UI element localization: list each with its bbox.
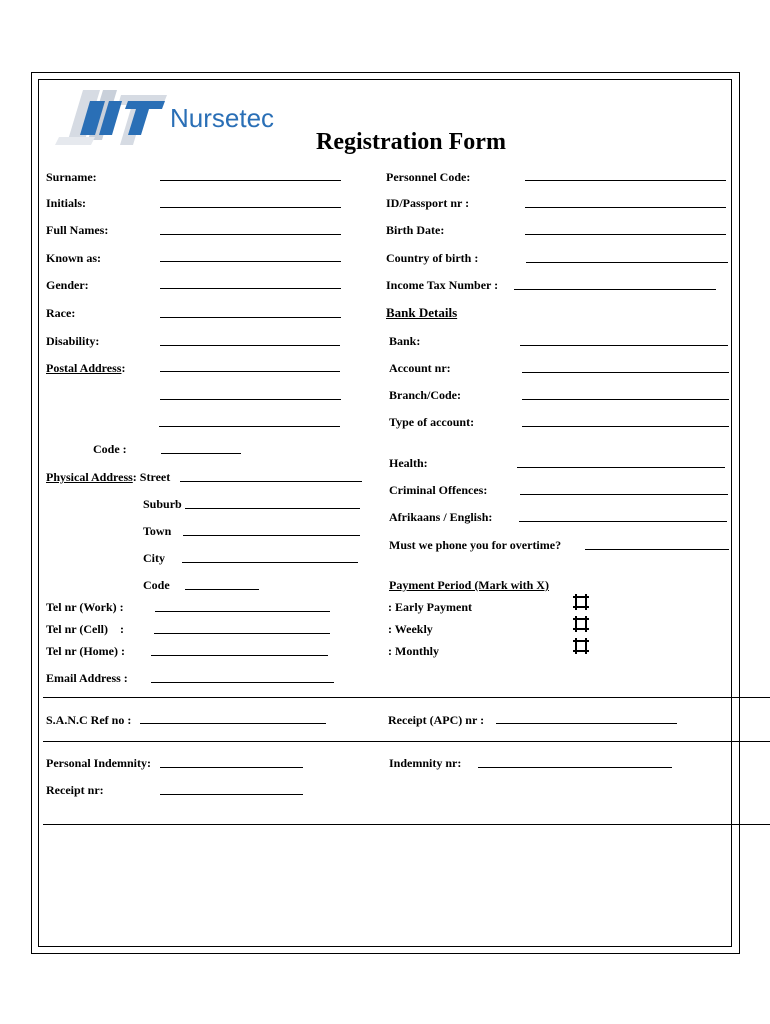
receipt-apc-label: Receipt (APC) nr : [388, 713, 485, 727]
weekly-label: : Weekly [388, 622, 433, 636]
income-tax-field[interactable] [514, 289, 716, 290]
postal-address-text: Postal Address [46, 361, 122, 375]
initials-label: Initials: [46, 196, 87, 210]
overtime-label: Must we phone you for overtime? [389, 538, 562, 552]
disability-field[interactable] [160, 345, 340, 346]
surname-label: Surname: [46, 170, 97, 184]
postal-code-label: Code : [93, 442, 127, 456]
brand-name: Nursetec [170, 103, 275, 133]
postal-address-colon: : [121, 361, 126, 375]
city-label: City [143, 551, 165, 565]
race-label: Race: [46, 306, 76, 320]
postal-address-line-2[interactable] [160, 399, 341, 400]
sanc-ref-field[interactable] [140, 723, 326, 724]
tel-cell-label: Tel nr (Cell) : [46, 622, 124, 636]
weekly-checkbox[interactable] [572, 616, 590, 632]
initials-field[interactable] [160, 207, 341, 208]
full-names-field[interactable] [160, 234, 341, 235]
payment-period-heading: Payment Period (Mark with X) [389, 578, 549, 592]
account-nr-label: Account nr: [389, 361, 451, 375]
inner-border [38, 79, 732, 947]
code-field[interactable] [185, 589, 259, 590]
criminal-offences-field[interactable] [520, 494, 728, 495]
personal-indemnity-field[interactable] [160, 767, 303, 768]
code-label: Code [143, 578, 170, 592]
country-of-birth-label: Country of birth : [386, 251, 479, 265]
tel-cell-field[interactable] [154, 633, 330, 634]
bank-details-heading: Bank Details [386, 305, 458, 320]
tel-work-field[interactable] [155, 611, 330, 612]
tel-home-label: Tel nr (Home) : [46, 644, 125, 658]
city-field[interactable] [182, 562, 358, 563]
known-as-label: Known as: [46, 251, 102, 265]
town-label: Town [143, 524, 172, 538]
country-of-birth-field[interactable] [526, 262, 728, 263]
personnel-code-field[interactable] [525, 180, 726, 181]
birth-date-field[interactable] [525, 234, 726, 235]
page-title: Registration Form [316, 129, 506, 155]
street-field[interactable] [180, 481, 362, 482]
receipt-nr-label: Receipt nr: [46, 783, 104, 797]
personnel-code-label: Personnel Code: [386, 170, 471, 184]
type-of-account-field[interactable] [522, 426, 729, 427]
known-as-field[interactable] [160, 261, 341, 262]
criminal-offences-label: Criminal Offences: [389, 483, 488, 497]
gender-label: Gender: [46, 278, 89, 292]
birth-date-label: Birth Date: [386, 223, 445, 237]
health-field[interactable] [517, 467, 725, 468]
afrikaans-english-label: Afrikaans / English: [389, 510, 493, 524]
health-label: Health: [389, 456, 428, 470]
suburb-label: Suburb [143, 497, 182, 511]
disability-label: Disability: [46, 334, 100, 348]
sanc-ref-label: S.A.N.C Ref no : [46, 713, 132, 727]
afrikaans-english-field[interactable] [519, 521, 727, 522]
divider-2 [43, 741, 770, 742]
gender-field[interactable] [160, 288, 341, 289]
town-field[interactable] [183, 535, 360, 536]
physical-address-text: Physical Address [46, 470, 133, 484]
tel-home-field[interactable] [151, 655, 328, 656]
postal-address-line-1[interactable] [160, 371, 340, 372]
surname-field[interactable] [160, 180, 341, 181]
suburb-field[interactable] [185, 508, 360, 509]
type-of-account-label: Type of account: [389, 415, 475, 429]
bank-label: Bank: [389, 334, 421, 348]
street-label: : Street [132, 470, 171, 484]
tel-work-label: Tel nr (Work) : [46, 600, 124, 614]
receipt-apc-field[interactable] [496, 723, 677, 724]
overtime-field[interactable] [585, 549, 729, 550]
nursetec-logo-icon [55, 85, 170, 153]
bank-field[interactable] [520, 345, 728, 346]
divider-1 [43, 697, 770, 698]
race-field[interactable] [160, 317, 341, 318]
id-passport-field[interactable] [525, 207, 726, 208]
email-label: Email Address : [46, 671, 128, 685]
early-payment-checkbox[interactable] [572, 594, 590, 610]
income-tax-label: Income Tax Number : [386, 278, 499, 292]
postal-address-label [46, 361, 125, 375]
branch-code-label: Branch/Code: [389, 388, 461, 402]
divider-3 [43, 824, 770, 825]
monthly-label: : Monthly [388, 644, 439, 658]
indemnity-nr-label: Indemnity nr: [389, 756, 462, 770]
postal-address-line-3[interactable] [159, 426, 340, 427]
branch-code-field[interactable] [522, 399, 729, 400]
monthly-checkbox[interactable] [572, 638, 590, 654]
account-nr-field[interactable] [522, 372, 729, 373]
email-field[interactable] [151, 682, 334, 683]
physical-address-label [46, 470, 170, 484]
full-names-label: Full Names: [46, 223, 109, 237]
id-passport-label: ID/Passport nr : [386, 196, 470, 210]
personal-indemnity-label: Personal Indemnity: [46, 756, 151, 770]
postal-code-field[interactable] [161, 453, 241, 454]
early-payment-label: : Early Payment [388, 600, 472, 614]
indemnity-nr-field[interactable] [478, 767, 672, 768]
receipt-nr-field[interactable] [160, 794, 303, 795]
